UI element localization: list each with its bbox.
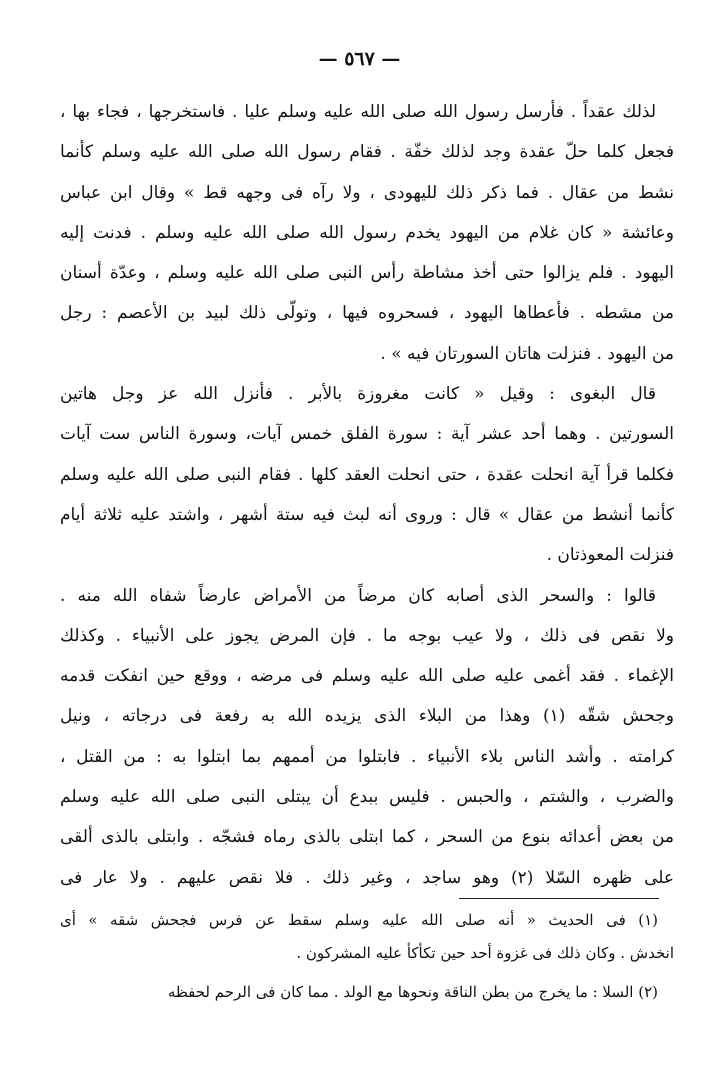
text-line: وجحش شقّه (١) وهذا من البلاء الذى يزيده الله به رفعة فى درجاته ، ونيل xyxy=(60,706,674,727)
text-line: قال البغوى : وقيل « كانت مغروزة بالأبر . فأنزل الله عز وجل هاتين xyxy=(60,384,656,405)
text-line: فكلما قرأ آية انحلت عقدة ، حتى انحلت العقد كلها . فقام النبى صلى الله عليه وسلم xyxy=(60,464,674,485)
text-line: كأنما أنشط من عقال » قال : وروى أنه لبث فيه ستة أشهر ، واشتد عليه ثلاثة أيام xyxy=(60,504,674,525)
text-line: من اليهود . فنزلت هاتان السورتان فيه » . xyxy=(380,343,674,364)
paragraph-2 xyxy=(60,374,674,575)
text-line: فنزلت المعوذتان . xyxy=(546,545,674,566)
paragraph-1 xyxy=(60,92,674,374)
text-line: فجعل كلما حلّ عقدة وجد لذلك خفّة . فقام رسول الله صلى الله عليه وسلم كأنما xyxy=(60,142,674,163)
text-line: الإغماء . فقد أغمى عليه صلى الله عليه وسلم فى مرضه ، ووقع حين انفكت قدمه xyxy=(60,666,674,687)
text-line: لذلك عقداً . فأرسل رسول الله صلى الله عليه وسلم عليا . فاستخرجها ، فجاء بها ، xyxy=(60,102,656,122)
footnote-1 xyxy=(60,904,674,970)
paragraph-3 xyxy=(60,576,674,898)
footnote-line: (١) فى الحديث « أنه صلى الله عليه وسلم سقط عن فرس فجحش شقه » أى xyxy=(60,911,658,929)
footnotes xyxy=(60,904,674,1009)
text-line: من بعض أعدائه بنوع من السحر ، كما ابتلى بالذى رماه فشجّه . وابتلى بالذى ألقى xyxy=(60,827,674,848)
text-line: كرامته . وأشد الناس بلاء الأنبياء . فابتلوا من أممهم بما ابتلوا به : من القتل ، xyxy=(60,746,674,767)
text-line: قالوا : والسحر الذى أصابه كان مرضاً من الأمراض عارضاً شفاه الله منه . xyxy=(60,585,656,606)
text-line: وعائشة « كان غلام من اليهود يخدم رسول الله صلى الله عليه وسلم . فدنت إليه xyxy=(60,222,674,243)
text-line: ولا نقص فى ذلك ، ولا عيب بوجه ما . فإن المرض يجوز على الأنبياء . وكذلك xyxy=(60,625,674,646)
footnote-line: انخدش . وكان ذلك فى غزوة أحد حين تكأكأ عليه المشركون . xyxy=(296,944,674,962)
text-line: من مشطه . فأعطاها اليهود ، فسحروه فيها ، وتولّى ذلك لبيد بن الأعصم : رجل xyxy=(60,303,674,324)
footnote-2 xyxy=(60,976,674,1009)
main-text xyxy=(60,92,674,898)
page-number: — ٥٦٧ — xyxy=(318,48,401,70)
text-line: والضرب ، والشتم ، والحبس . فليس ببدع أن يبتلى النبى صلى الله عليه وسلم xyxy=(60,787,674,808)
text-line: على ظهره السّلا (٢) وهو ساجد ، وغير ذلك . فلا نقص عليهم . ولا عار فى xyxy=(60,867,674,888)
text-line: اليهود . فلم يزالوا حتى أخذ مشاطة رأس النبى صلى الله عليه وسلم ، وعدّة أسنان xyxy=(60,263,674,284)
footnote-divider xyxy=(459,898,659,899)
text-line: السورتين . وهما أحد عشر آية : سورة الفلق خمس آيات، وسورة الناس ست آيات xyxy=(60,424,674,445)
footnote-line: (٢) السلا : ما يخرج من بطن الناقة ونحوها مع الولد . مما كان فى الرحم لحفظه xyxy=(167,983,658,1001)
text-line: نشط من عقال . فما ذكر ذلك لليهودى ، ولا رآه فى وجهه قط » وقال ابن عباس xyxy=(60,182,674,203)
